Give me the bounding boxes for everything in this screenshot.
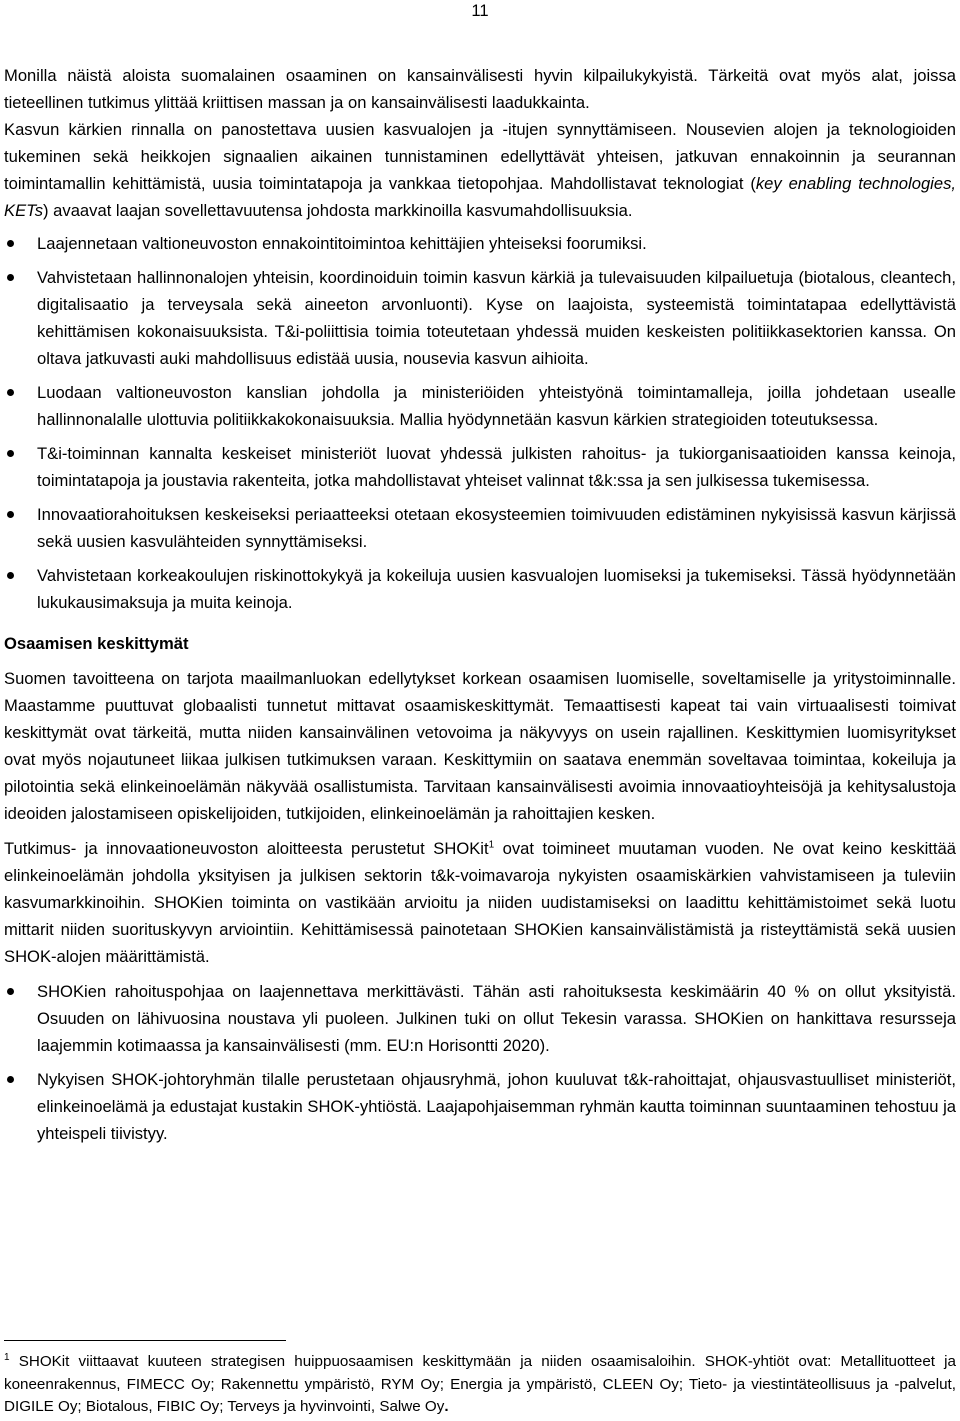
list-item — [4, 230, 956, 257]
list-item-text: Laajennetaan valtioneuvoston ennakointitoimintoa kehittäjien yhteiseksi foorumiksi. — [37, 234, 647, 253]
bullet-list-1 — [4, 230, 956, 616]
footnote-marker: 1 — [4, 1351, 10, 1363]
bullet-icon — [7, 450, 14, 457]
footnote-end: . — [444, 1398, 449, 1415]
bullet-list-2 — [4, 978, 956, 1147]
list-item — [4, 440, 956, 494]
footnote-divider — [4, 1340, 286, 1341]
list-item-text: Luodaan valtioneuvoston kanslian johdolla ja ministeriöiden yhteistyönä toimintamalleja, joilla johdetaan usealle hallinnonalalle ulottuvia politiikkakokonaisuuksia. Mallia hyödynnetään kasvun kärkien strategioiden toteutuksessa. — [37, 383, 956, 429]
footnote — [4, 1351, 956, 1419]
section-paragraph-1: Suomen tavoitteena on tarjota maailmanluokan edellytykset korkean osaamisen luomiselle, soveltamiselle ja yritystoiminnalle. Maastamme puuttuvat globaalisti tunnetut mittavat osaamiskeskittymät. Temaattisesti kapeat tai vain virtuaalisesti toimivat keskittymät ovat tärkeitä, mutta niiden kansainvälinen vetovoima ja näkyvyys on usein rajallinen. Keskittymien luomisyritykset ovat myös nojautuneet liikaa julkisen tutkimuksen varaan. Keskittymiin on saatava enemmän soveltavaa toimintaa, kokeiluja ja pilotointia sekä elinkeinoelämän näkyvää osallistumista. Tarvitaan kansainvälisesti avoimia innovaatioyhteisöjä ja kehitysalustoja ideoiden jalostamiseen opiskelijoiden, tutkijoiden, elinkeinoelämän ja rahoittajien kesken. — [4, 669, 956, 823]
list-item — [4, 562, 956, 616]
list-item-text: Nykyisen SHOK-johtoryhmän tilalle perustetaan ohjausryhmä, johon kuuluvat t&k-rahoittajat, ohjausvastuulliset ministeriöt, elinkeinoelämä ja edustajat kustakin SHOK-yhtiöstä. Laajapohjaisemman ryhmän kautta toiminnan suuntaaminen tehostuu ja yhteispeli tiivistyy. — [37, 1070, 956, 1143]
bullet-icon — [7, 988, 14, 995]
section-paragraph-2 — [4, 835, 956, 970]
intro-paragraph-2 — [4, 116, 956, 224]
intro-paragraph-1: Monilla näistä aloista suomalainen osaaminen on kansainvälisesti hyvin kilpailukykyistä. Tärkeitä ovat myös alat, joissa tieteellinen tutkimus ylittää kriittisen massan ja on kansainvälisesti laadukkainta. — [4, 66, 956, 112]
list-item — [4, 264, 956, 372]
list-item-text: T&i-toiminnan kannalta keskeiset ministeriöt luovat yhdessä julkisten rahoitus- ja tukiorganisaatioiden kanssa keinoja, toimintatapoja ja joustavia rakenteita, jotka mahdollistavat yhteiset valinnat t&k:ssa ja sen julkisessa tukemisessa. — [37, 444, 956, 490]
section-paragraph-2-text-b: ovat toimineet muutaman vuoden. Ne ovat keino keskittää elinkeinoelämän johdolla yksityisen ja julkisen sektorin t&k-voimavaroja nykyisten osaamiskärkien vahvistamiseen ja tuleviin kasvumarkkinoihin. SHOKien toiminta on vastikään arvioitu ja niiden uudistamiseksi on laadittu kehittämistoimet sekä luotu mittarit niiden suorituskyvyn arviointiin. Kehittämisessä painotetaan SHOKien kansainvälistämistä ja risteyttämistä sekä uusien SHOK-alojen määrittämistä. — [4, 839, 956, 966]
intro-paragraph-2-italic: key enabling technologies, KETs — [4, 174, 956, 220]
list-item — [4, 1066, 956, 1147]
list-item — [4, 501, 956, 555]
list-item-text: SHOKien rahoituspohjaa on laajennettava merkittävästi. Tähän asti rahoituksesta keskimäärin 40 % on ollut yksityistä. Osuuden on lähivuosina noustava yli puoleen. Julkinen tuki on ollut Tekesin varassa. SHOKien on hankittava resursseja laajemmin kotimaassa ja kansainvälisesti (mm. EU:n Horisontti 2020). — [37, 982, 956, 1055]
section-heading: Osaamisen keskittymät — [4, 634, 189, 653]
bullet-icon — [7, 274, 14, 281]
intro-paragraph-2-text-b: ) avaavat laajan sovellettavuutensa johdosta markkinoilla kasvumahdollisuuksia. — [43, 201, 633, 220]
list-item-text: Vahvistetaan hallinnonalojen yhteisin, koordinoiduin toimin kasvun kärkiä ja tulevaisuuden kilpailuetuja (biotalous, cleantech, digitalisaatio ja terveysala sekä aineeton arvonluonti). Kyse on laajoista, systeemistä toimintatapaa edellyttävistä kehittämisen kokonaisuuksista. T&i-poliittisia toimia toteutetaan yhdessä muiden keskeisten politiikkasektorien kanssa. On oltava jatkuvasti auki mahdollisuus edistää uusia, nousevia kasvun aihioita. — [37, 268, 956, 368]
bullet-icon — [7, 389, 14, 396]
list-item — [4, 379, 956, 433]
footnote-text: SHOKit viittaavat kuuteen strategisen huippuosaamisen keskittymään ja niiden osaamisaloihin. SHOK-yhtiöt ovat: Metallituotteet ja koneenrakennus, FIMECC Oy; Rakennettu ympäristö, RYM Oy; Energia ja ympäristö, CLEEN Oy; Tieto- ja viestintäteollisuus ja -palvelut, DIGILE Oy; Biotalous, FIBIC Oy; Terveys ja hyvinvointi, Salwe Oy — [4, 1353, 956, 1415]
section-paragraph-2-text-a: Tutkimus- ja innovaationeuvoston aloitteesta perustetut SHOKit — [4, 839, 489, 858]
list-item — [4, 978, 956, 1059]
bullet-icon — [7, 572, 14, 579]
page-number: 11 — [471, 1, 489, 20]
footnote-reference[interactable]: 1 — [488, 839, 495, 851]
list-item-text: Innovaatiorahoituksen keskeiseksi periaatteeksi otetaan ekosysteemien toimivuuden edistäminen nykyisissä kasvun kärjissä sekä uusien kasvulähteiden synnyttämiseksi. — [37, 505, 956, 551]
intro-paragraph-2-text-a: Kasvun kärkien rinnalla on panostettava uusien kasvualojen ja -itujen synnyttämiseen. Nousevien alojen ja teknologioiden tukeminen sekä heikkojen signaalien aikainen tunnistaminen edellyttävät yhteisen, jatkuvan ennakoinnin ja seurannan toimintamallin kehittämistä, uusia toimintatapoja ja vankkaa tietopohjaa. Mahdollistavat teknologiat ( — [4, 120, 956, 193]
bullet-icon — [7, 240, 14, 247]
list-item-text: Vahvistetaan korkeakoulujen riskinottokykyä ja kokeiluja uusien kasvualojen luomiseksi ja tukemiseksi. Tässä hyödynnetään lukukausimaksuja ja muita keinoja. — [37, 566, 956, 612]
bullet-icon — [7, 511, 14, 518]
page-content — [4, 62, 956, 1154]
bullet-icon — [7, 1076, 14, 1083]
